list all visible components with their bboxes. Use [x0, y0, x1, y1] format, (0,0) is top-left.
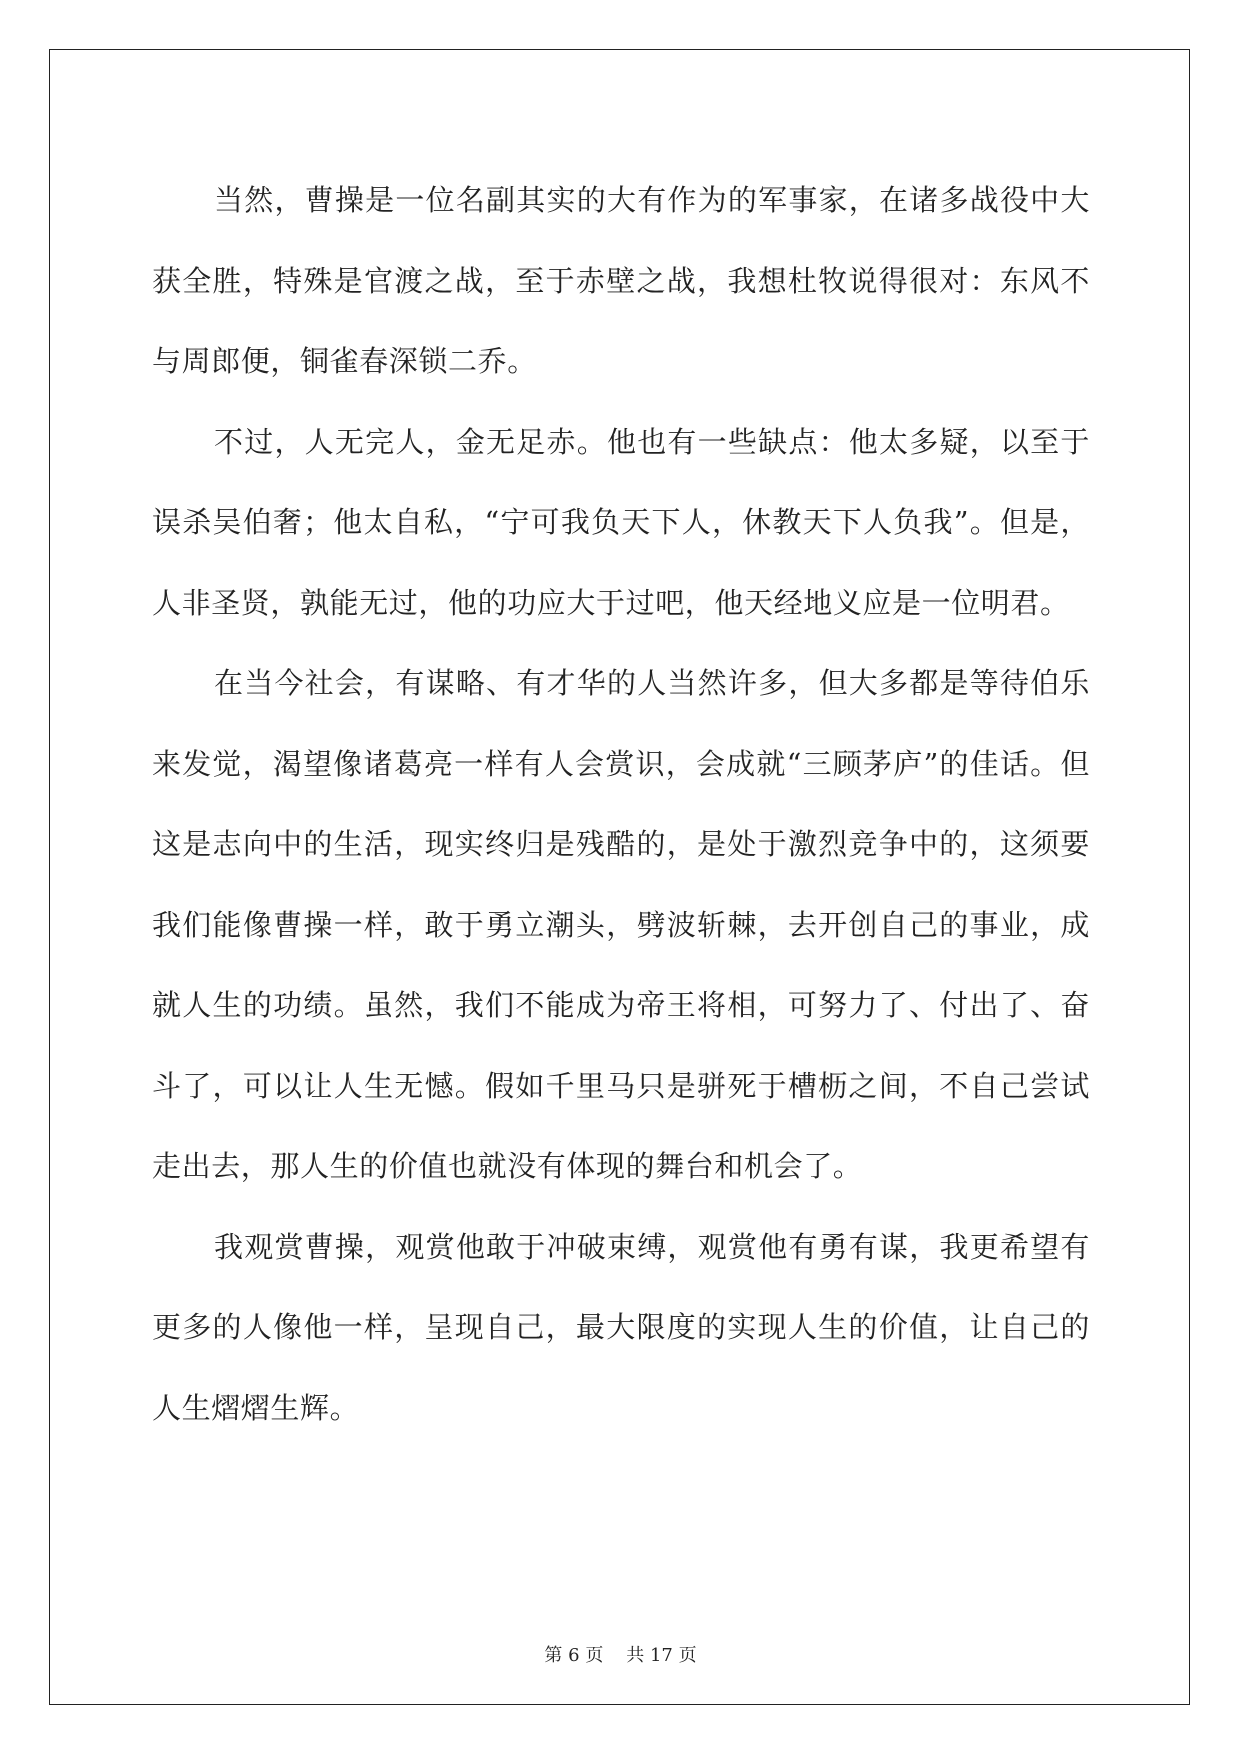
document-body — [152, 160, 1090, 1448]
paragraph-4: 我观赏曹操，观赏他敢于冲破束缚，观赏他有勇有谋，我更希望有更多的人像他一样，呈现自己，最大限度的实现人生的价值，让自己的人生熠熠生辉。 — [152, 1229, 1090, 1425]
paragraph-3: 在当今社会，有谋略、有才华的人当然许多，但大多都是等待伯乐来发觉，渴望像诸葛亮一样有人会赏识，会成就“三顾茅庐”的佳话。但这是志向中的生活，现实终归是残酷的，是处于激烈竞争中的，这须要我们能像曹操一样，敢于勇立潮头，劈波斩棘，去开创自己的事业，成就人生的功绩。虽然，我们不能成为帝王将相，可努力了、付出了、奋斗了，可以让人生无憾。假如千里马只是骈死于槽枥之间，不自己尝试走出去，那人生的价值也就没有体现的舞台和机会了。 — [152, 666, 1090, 1183]
paragraph-1: 当然，曹操是一位名副其实的大有作为的军事家，在诸多战役中大获全胜，特殊是官渡之战，至于赤壁之战，我想杜牧说得很对：东风不与周郎便，铜雀春深锁二乔。 — [152, 183, 1090, 378]
page-number: 第 6 页 — [544, 1645, 604, 1666]
paragraph-2: 不过，人无完人，金无足赤。他也有一些缺点：他太多疑，以至于误杀吴伯奢；他太自私，“宁可我负天下人，休教天下人负我”。但是，人非圣贤，孰能无过，他的功应大于过吧，他天经地义应是一位明君。 — [152, 424, 1090, 620]
page-total: 共 17 页 — [626, 1645, 697, 1666]
page-footer — [0, 1641, 1241, 1667]
